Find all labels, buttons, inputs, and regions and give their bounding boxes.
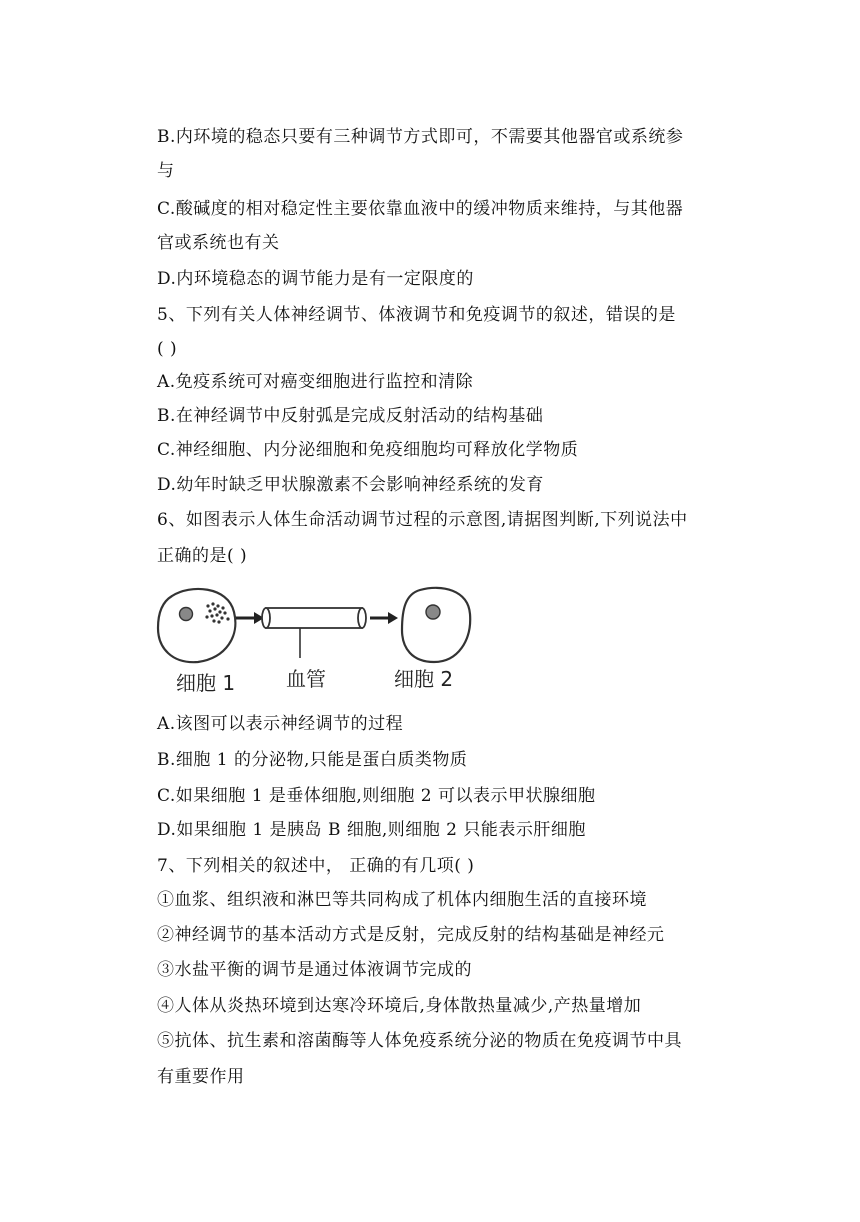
option-5d: D.幼年时缺乏甲状腺激素不会影响神经系统的发育 — [157, 475, 544, 495]
option-6c: C.如果细胞 1 是垂体细胞,则细胞 2 可以表示甲状腺细胞 — [157, 786, 596, 806]
cell-1-label: 细胞 1 — [176, 671, 236, 695]
option-6d: D.如果细胞 1 是胰岛 B 细胞,则细胞 2 只能表示肝细胞 — [157, 820, 586, 840]
question-5-blank: ( ) — [157, 339, 178, 359]
statement-5-line2: 有重要作用 — [157, 1067, 245, 1087]
option-4c-line2: 官或系统也有关 — [157, 233, 280, 253]
cell-2-outline — [402, 588, 470, 662]
cell-1-nucleus — [180, 608, 193, 621]
cell-1-outline — [158, 589, 235, 662]
statement-5-line1: ⑤抗体、抗生素和溶菌酶等人体免疫系统分泌的物质在免疫调节中具 — [157, 1031, 682, 1051]
option-6a: A.该图可以表示神经调节的过程 — [157, 714, 404, 734]
option-5c: C.神经细胞、内分泌细胞和免疫细胞均可释放化学物质 — [157, 440, 579, 460]
arrow-2-head-icon — [388, 612, 398, 624]
option-4d: D.内环境稳态的调节能力是有一定限度的 — [157, 269, 474, 289]
option-4c-line1: C.酸碱度的相对稳定性主要依靠血液中的缓冲物质来维持，与其他器 — [157, 199, 684, 219]
cell-secretion-diagram — [150, 578, 480, 698]
statement-3: ③水盐平衡的调节是通过体液调节完成的 — [157, 960, 472, 980]
question-6-stem-line1: 6、如图表示人体生命活动调节过程的示意图,请据图判断,下列说法中 — [157, 510, 688, 530]
statement-4: ④人体从炎热环境到达寒冷环境后,身体散热量减少,产热量增加 — [157, 996, 642, 1016]
option-4b-line2: 与 — [157, 161, 175, 181]
secretion-granules-icon — [205, 602, 229, 623]
option-5b: B.在神经调节中反射弧是完成反射活动的结构基础 — [157, 406, 544, 426]
question-7-stem: 7、下列相关的叙述中， 正确的有几项( ) — [157, 856, 475, 876]
question-5-stem: 5、下列有关人体神经调节、体液调节和免疫调节的叙述，错误的是 — [157, 305, 676, 325]
cell-2-label: 细胞 2 — [394, 667, 454, 691]
blood-vessel-tube — [266, 608, 362, 628]
cell-2-nucleus — [426, 605, 440, 619]
statement-2: ②神经调节的基本活动方式是反射，完成反射的结构基础是神经元 — [157, 925, 665, 945]
option-4b-line1: B.内环境的稳态只要有三种调节方式即可，不需要其他器官或系统参 — [157, 127, 684, 147]
option-6b: B.细胞 1 的分泌物,只能是蛋白质类物质 — [157, 750, 468, 770]
question-6-stem-line2: 正确的是( ) — [157, 546, 248, 566]
option-5a: A.免疫系统可对癌变细胞进行监控和清除 — [157, 372, 474, 392]
statement-1: ①血浆、组织液和淋巴等共同构成了机体内细胞生活的直接环境 — [157, 890, 647, 910]
vessel-label: 血管 — [286, 667, 326, 691]
